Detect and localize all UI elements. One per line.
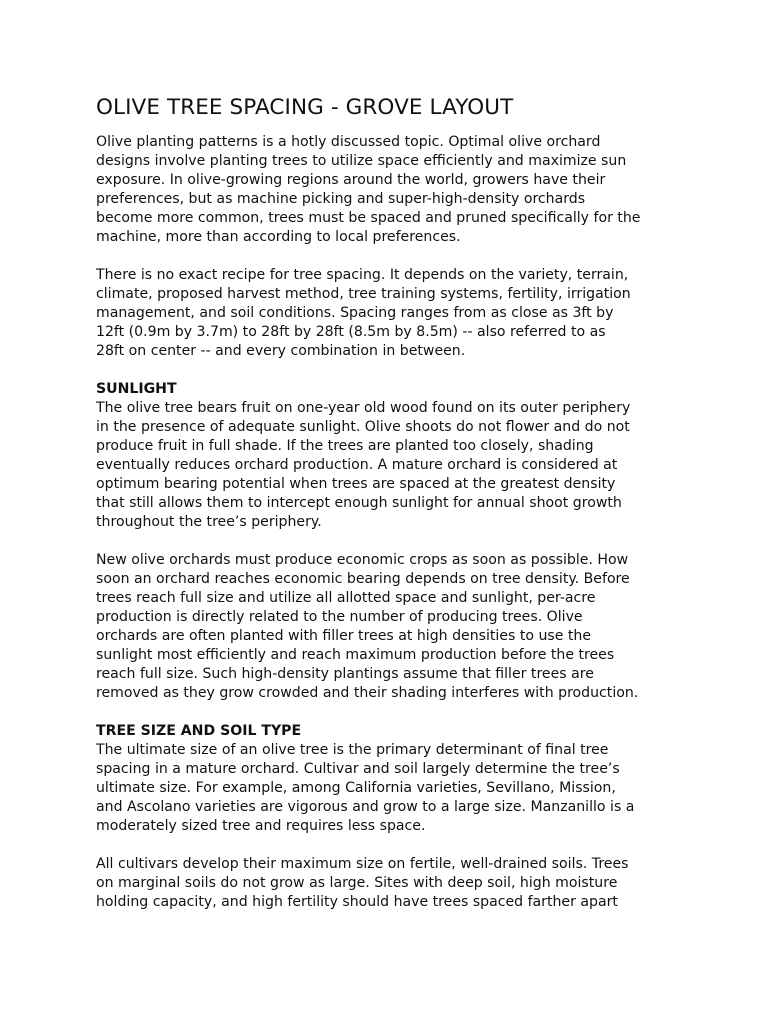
text-line: throughout the tree’s periphery. [96,514,322,530]
text-line: designs involve planting trees to utilize space efficiently and maximize sun [96,153,627,169]
text-line: ultimate size. For example, among California varieties, Sevillano, Mission, [96,780,616,796]
intro-paragraph-2 [96,266,676,361]
sunlight-paragraph-2 [96,551,676,703]
text-line: preferences, but as machine picking and super-high-density orchards [96,191,586,207]
section-heading-tree-size: TREE SIZE AND SOIL TYPE [96,723,302,739]
text-line: that still allows them to intercept enough sunlight for annual shoot growth [96,495,622,511]
text-line: removed as they grow crowded and their shading interferes with production. [96,685,639,701]
text-line: holding capacity, and high fertility should have trees spaced farther apart [96,894,618,910]
text-line: New olive orchards must produce economic crops as soon as possible. How [96,552,629,568]
text-line: on marginal soils do not grow as large. Sites with deep soil, high moisture [96,875,618,891]
section-tree-size [96,722,676,836]
text-line: and Ascolano varieties are vigorous and grow to a large size. Manzanillo is a [96,799,635,815]
tree-size-paragraph-2 [96,855,676,912]
text-line: soon an orchard reaches economic bearing depends on tree density. Before [96,571,630,587]
intro-paragraph-1 [96,133,676,247]
text-line: Olive planting patterns is a hotly discussed topic. Optimal olive orchard [96,134,601,150]
section-heading-sunlight: SUNLIGHT [96,381,177,397]
text-line: in the presence of adequate sunlight. Olive shoots do not flower and do not [96,419,630,435]
text-line: 12ft (0.9m by 3.7m) to 28ft by 28ft (8.5m by 8.5m) -- also referred to as [96,324,606,340]
text-line: production is directly related to the number of producing trees. Olive [96,609,583,625]
tree-size-paragraph-1 [96,741,676,836]
text-line: 28ft on center -- and every combination in between. [96,343,466,359]
text-line: spacing in a mature orchard. Cultivar and soil largely determine the tree’s [96,761,620,777]
text-line: optimum bearing potential when trees are spaced at the greatest density [96,476,616,492]
text-line: moderately sized tree and requires less space. [96,818,426,834]
text-line: eventually reduces orchard production. A mature orchard is considered at [96,457,618,473]
text-line: The ultimate size of an olive tree is the primary determinant of final tree [96,742,609,758]
text-line: There is no exact recipe for tree spacing. It depends on the variety, terrain, [96,267,629,283]
text-line: The olive tree bears fruit on one-year old wood found on its outer periphery [96,400,631,416]
text-line: management, and soil conditions. Spacing ranges from as close as 3ft by [96,305,614,321]
text-line: produce fruit in full shade. If the trees are planted too closely, shading [96,438,594,454]
section-sunlight [96,380,676,532]
text-line: machine, more than according to local preferences. [96,229,461,245]
text-line: sunlight most efficiently and reach maximum production before the trees [96,647,615,663]
document-title: OLIVE TREE SPACING - GROVE LAYOUT [96,95,514,120]
text-line: reach full size. Such high-density plantings assume that filler trees are [96,666,594,682]
text-line: exposure. In olive-growing regions around the world, growers have their [96,172,606,188]
text-line: climate, proposed harvest method, tree training systems, fertility, irrigation [96,286,631,302]
sunlight-paragraph-1 [96,399,676,532]
text-line: orchards are often planted with filler trees at high densities to use the [96,628,592,644]
text-line: All cultivars develop their maximum size on fertile, well-drained soils. Trees [96,856,629,872]
text-line: become more common, trees must be spaced and pruned specifically for the [96,210,641,226]
document-page [96,93,676,931]
text-line: trees reach full size and utilize all allotted space and sunlight, per-acre [96,590,596,606]
